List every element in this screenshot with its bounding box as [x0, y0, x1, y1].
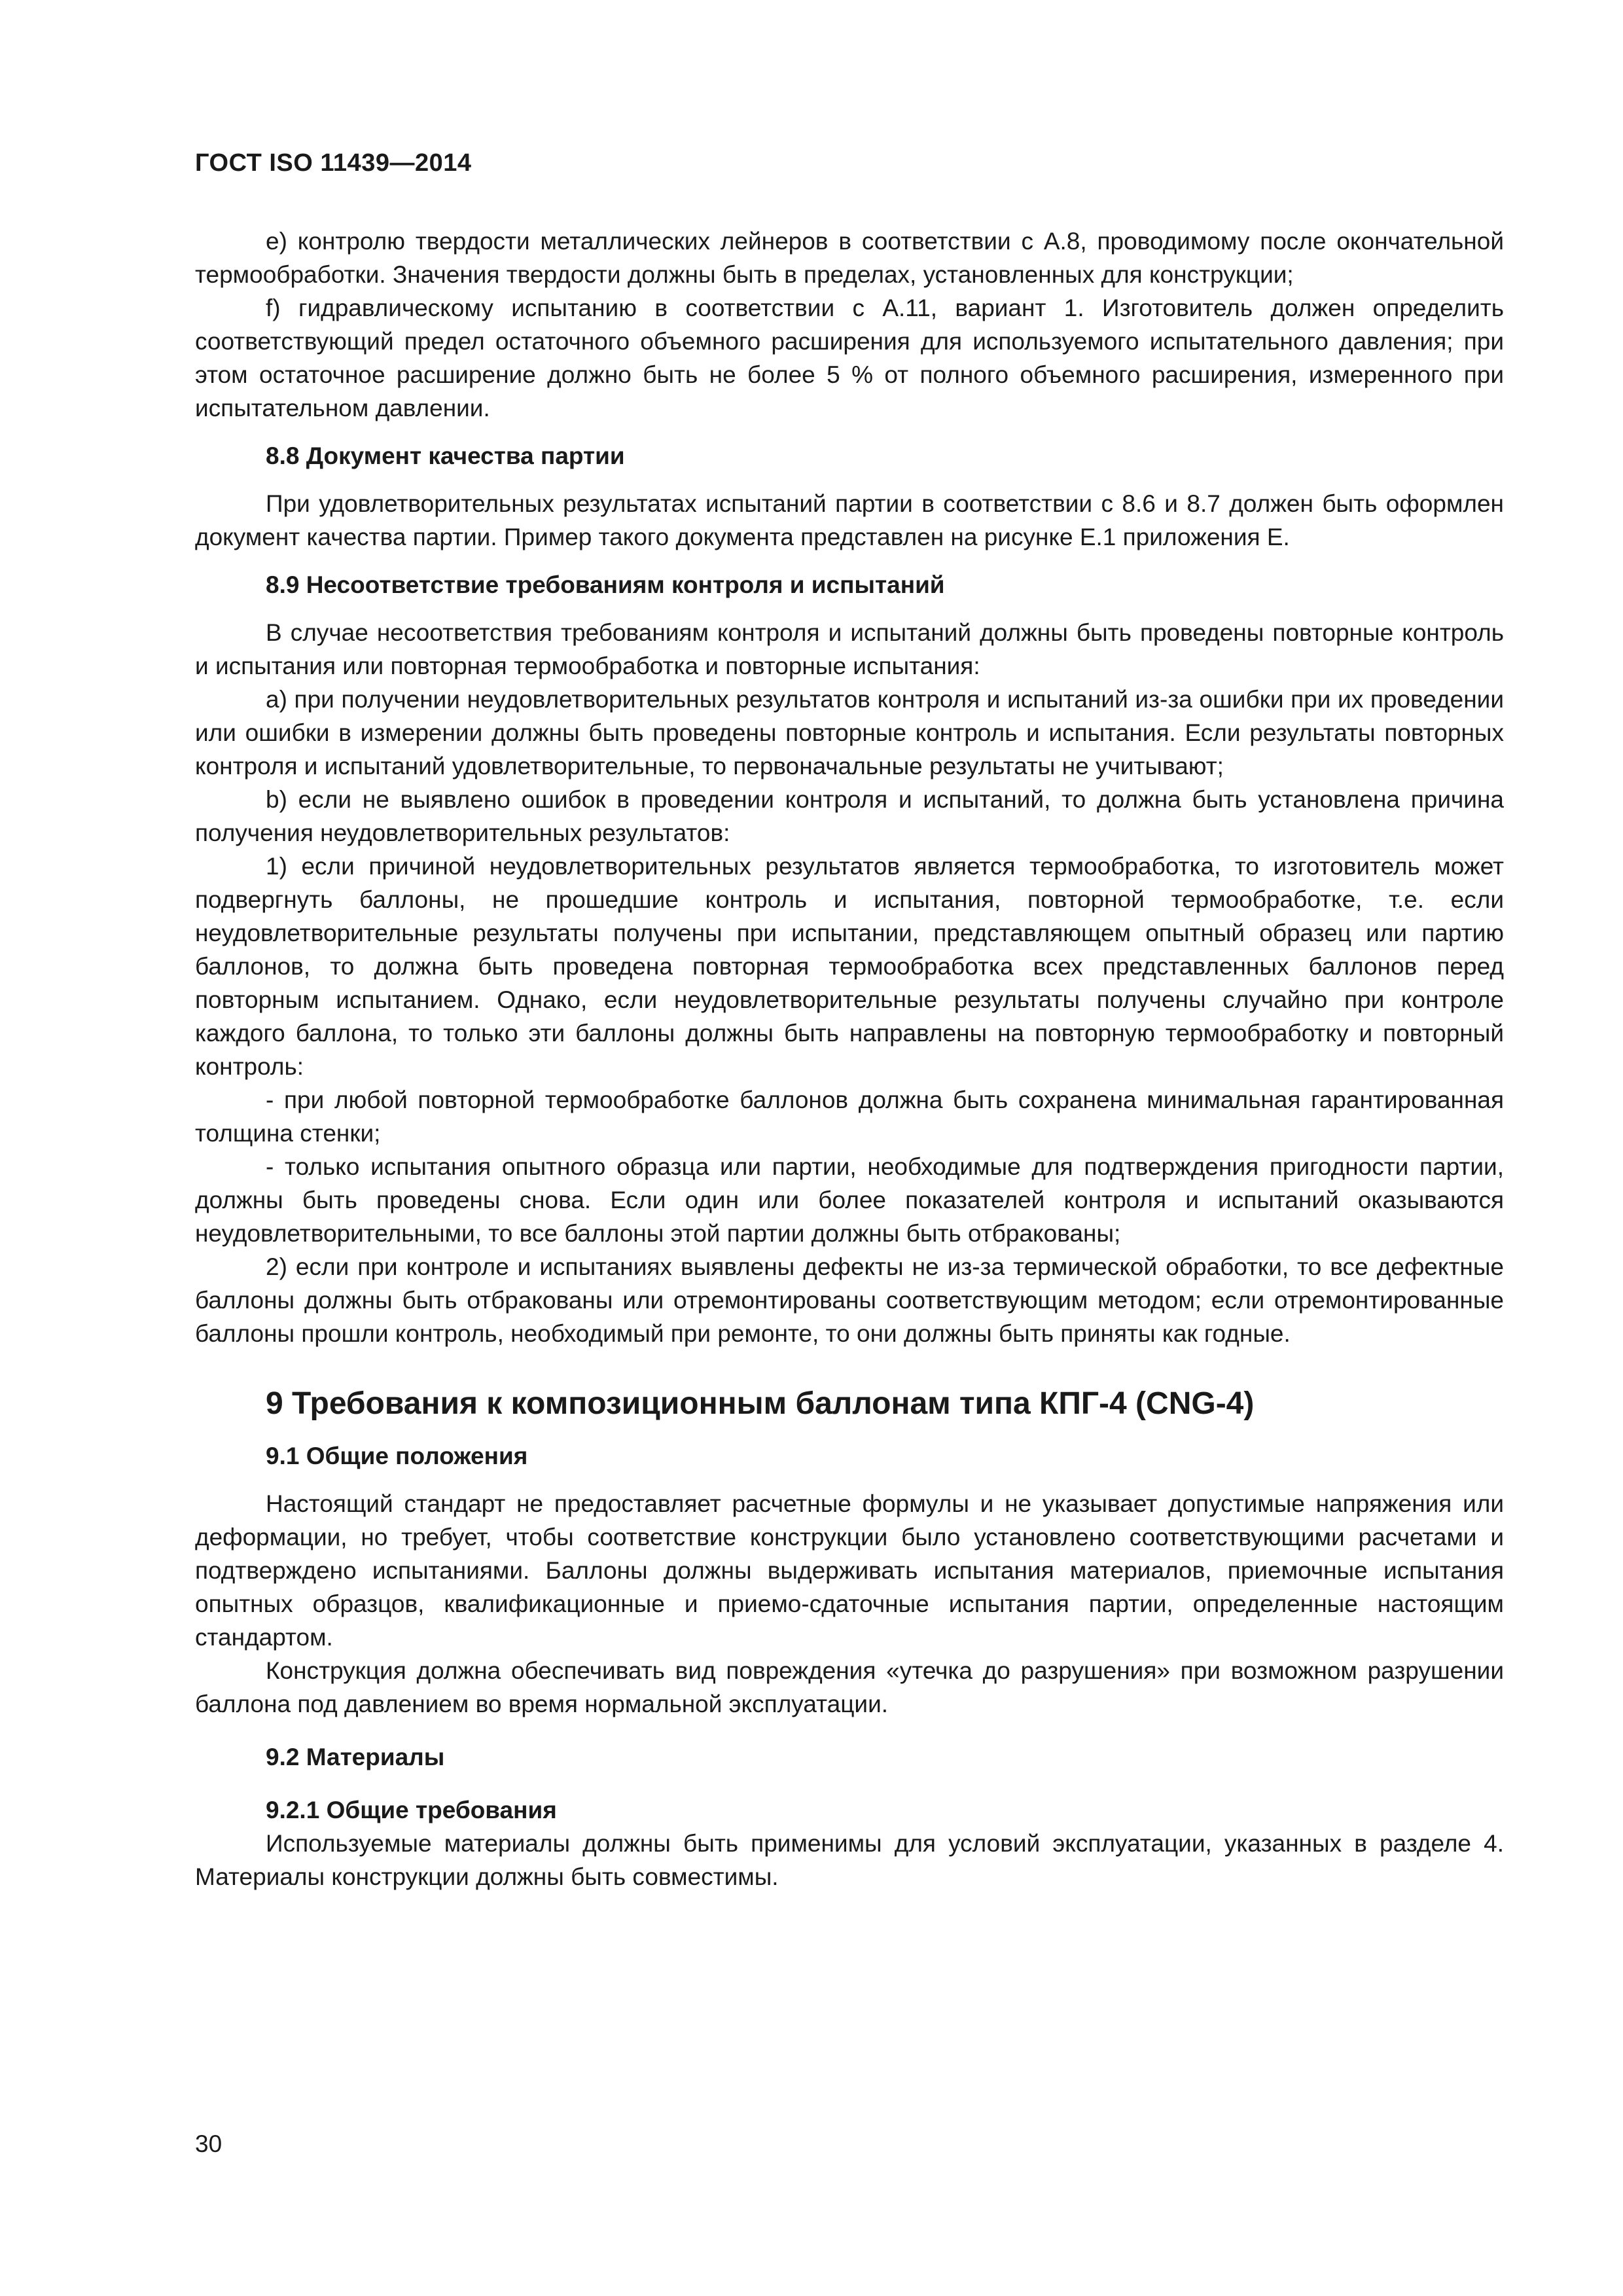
- section-heading-9-2: 9.2 Материалы: [266, 1744, 445, 1770]
- section-heading-8-8: 8.8 Документ качества партии: [266, 442, 625, 469]
- paragraph-8-9-b2: 2) если при контроле и испытаниях выявлены дефекты не из-за термической обработки, то все дефектные баллоны должны быть отбракованы или отремонтированы соответствующим методом; если отремонтированные баллоны прошли контроль, необходимый при ремонте, то они должны быть приняты как годные.: [195, 1253, 1504, 1347]
- page-number: 30: [195, 2130, 223, 2157]
- paragraph-9-1-a: Настоящий стандарт не предоставляет расчетные формулы и не указывает допустимые напряжения или деформации, но требует, чтобы соответствие конструкции было установлено соответствующими расчетами и подтверждено испытаниями. Баллоны должны выдерживать испытания материалов, приемочные испытания опытных образцов, квалификационные и приемо-сдаточные испытания партии, определенные настоящим стандартом.: [195, 1490, 1504, 1651]
- paragraph-8-9-a: а) при получении неудовлетворительных результатов контроля и испытаний из-за ошибки при их проведении или ошибки в измерении должны быть проведены повторные контроль и испытания. Если результаты повторных контроля и испытаний удовлетворительные, то первоначальные результаты не учитывают;: [195, 686, 1504, 780]
- paragraph-8-9-dash-2: - только испытания опытного образца или партии, необходимые для подтверждения пригодности партии, должны быть проведены снова. Если один или более показателей контроля и испытаний оказываются неудовлетворительными, то все баллоны этой партии должны быть отбракованы;: [195, 1153, 1504, 1247]
- section-heading-9: 9 Требования к композиционным баллонам типа КПГ-4 (CNG-4): [266, 1386, 1255, 1421]
- paragraph-9-2-1: Используемые материалы должны быть применимы для условий эксплуатации, указанных в разделе 4. Материалы конструкции должны быть совместимы.: [195, 1830, 1504, 1890]
- paragraph-8-9-b: b) если не выявлено ошибок в проведении контроля и испытаний, то должна быть установлена причина получения неудовлетворительных результатов:: [195, 786, 1504, 846]
- paragraph-item-f: f) гидравлическому испытанию в соответствии с А.11, вариант 1. Изготовитель должен определить соответствующий предел остаточного объемного расширения для используемого испытательного давления; при этом остаточное расширение должно быть не более 5 % от полного объемного расширения, измеренного при испытательном давлении.: [195, 295, 1504, 422]
- paragraph-8-9-dash-1: - при любой повторной термообработке баллонов должна быть сохранена минимальная гарантированная толщина стенки;: [195, 1086, 1504, 1147]
- paragraph-item-e: е) контролю твердости металлических лейнеров в соответствии с А.8, проводимому после окончательной термообработки. Значения твердости должны быть в пределах, установленных для конструкции;: [195, 228, 1504, 288]
- paragraph-8-8: При удовлетворительных результатах испытаний партии в соответствии с 8.6 и 8.7 должен быть оформлен документ качества партии. Пример такого документа представлен на рисунке Е.1 приложения Е.: [195, 490, 1504, 550]
- paragraph-8-9-intro: В случае несоответствия требованиям контроля и испытаний должны быть проведены повторные контроль и испытания или повторная термообработка и повторные испытания:: [195, 619, 1504, 679]
- document-header: ГОСТ ISO 11439—2014: [195, 149, 472, 177]
- section-heading-9-1: 9.1 Общие положения: [266, 1443, 528, 1469]
- paragraph-8-9-b1: 1) если причиной неудовлетворительных результатов является термообработка, то изготовитель может подвергнуть баллоны, не прошедшие контроль и испытания, повторной термообработке, т.е. если неудовлетворительные результаты получены при испытании, представляющем опытный образец или партию баллонов, то должна быть проведена повторная термообработка всех представленных баллонов перед повторным испытанием. Однако, если неудовлетворительные результаты получены случайно при контроле каждого баллона, то только эти баллоны должны быть направлены на повторную термообработку и повторный контроль:: [195, 853, 1504, 1080]
- section-heading-8-9: 8.9 Несоответствие требованиям контроля и испытаний: [266, 571, 945, 598]
- page-body: [195, 224, 1504, 1893]
- section-heading-9-2-1: 9.2.1 Общие требования: [266, 1797, 557, 1823]
- paragraph-9-1-b: Конструкция должна обеспечивать вид повреждения «утечка до разрушения» при возможном разрушении баллона под давлением во время нормальной эксплуатации.: [195, 1657, 1504, 1717]
